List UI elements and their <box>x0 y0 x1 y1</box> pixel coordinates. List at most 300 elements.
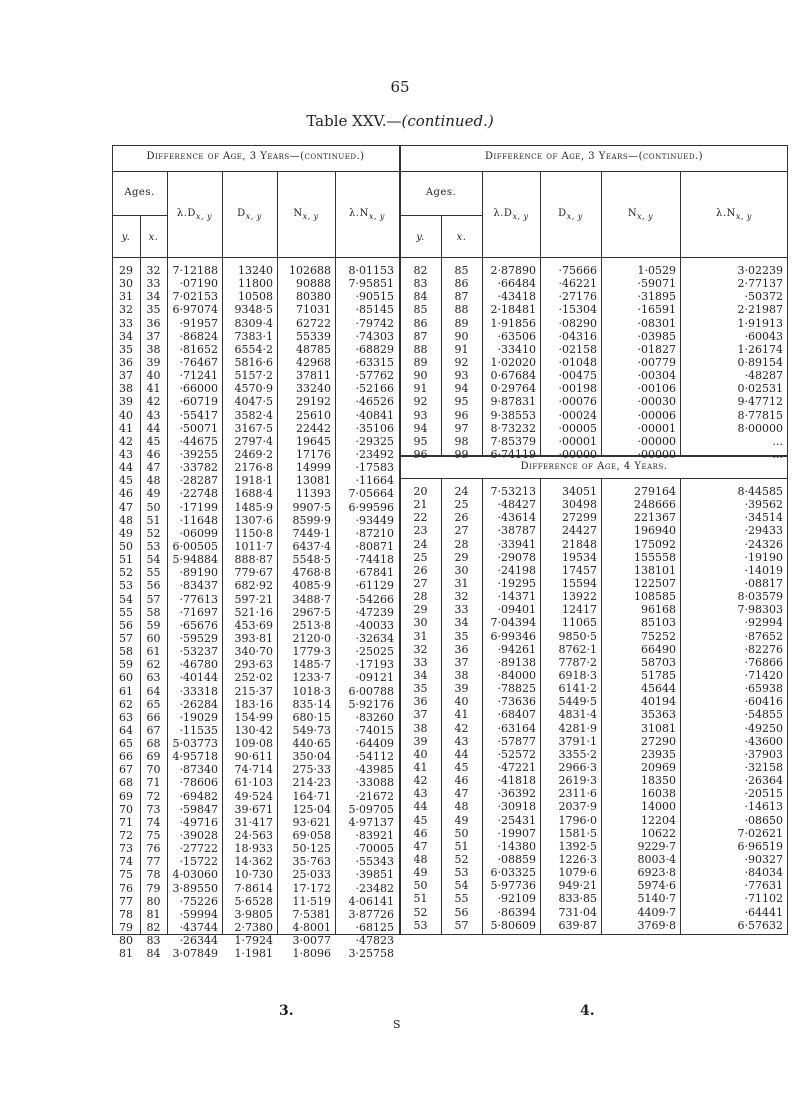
table-cell: 22 <box>413 511 428 525</box>
table-title <box>0 112 800 130</box>
table-cell: ·52572 <box>497 747 536 761</box>
table-cell: 36 <box>454 642 469 656</box>
table-cell: 66490 <box>641 642 676 656</box>
table-cell: 138101 <box>634 563 676 577</box>
table-cell: 88 <box>413 342 428 356</box>
table-cell: ·65676 <box>179 618 218 632</box>
table-cell: 56 <box>119 618 133 632</box>
table-cell: 93·621 <box>292 815 331 829</box>
left-col-d-sub: x, y <box>245 212 262 221</box>
table-cell: ·00030 <box>637 395 676 409</box>
left-col-n-header <box>277 208 335 221</box>
table-cell: 8·44585 <box>737 485 783 498</box>
table-cell: ·90327 <box>744 852 783 866</box>
table-cell: 71 <box>146 776 161 790</box>
table-cell: 7449·1 <box>292 526 331 540</box>
table-cell: 3488·7 <box>292 592 331 606</box>
table-cell: 85103 <box>641 616 676 630</box>
table-cell: 7·05664 <box>348 487 394 501</box>
section-rule-4yr-bottom <box>400 478 788 479</box>
table-cell: 76 <box>146 842 161 856</box>
table-cell: 3·02239 <box>737 264 783 277</box>
table-cell: ·24198 <box>497 563 536 577</box>
table-cell: 1796·0 <box>558 813 597 827</box>
table-cell: ·66484 <box>497 277 536 291</box>
table-cell: 74·714 <box>234 763 273 777</box>
table-cell: 85 <box>454 264 469 277</box>
table-cell: 3167·5 <box>234 421 273 435</box>
table-cell: 1307·6 <box>234 513 273 527</box>
table-cell: 80 <box>146 894 161 908</box>
table-cell: ·00000 <box>637 434 676 448</box>
right2-col-d <box>540 485 597 932</box>
table-cell: 39 <box>119 395 133 409</box>
table-cell: 29 <box>413 603 428 617</box>
left-col-n <box>277 264 331 960</box>
table-cell: ·14371 <box>497 590 536 604</box>
table-cell: 68 <box>146 737 161 751</box>
table-cell: ·73636 <box>497 695 536 709</box>
table-cell: ·77613 <box>179 592 218 606</box>
table-cell: 32 <box>413 642 428 656</box>
table-cell: 16038 <box>641 787 676 801</box>
table-cell: 1233·7 <box>292 671 331 685</box>
table-cell: 8309·4 <box>234 316 273 330</box>
table-cell: 175092 <box>634 537 676 551</box>
table-cell: 70 <box>119 802 133 816</box>
table-cell: 67 <box>119 763 133 777</box>
table-cell: 2·21987 <box>737 303 783 317</box>
table-cell: 8·73232 <box>490 421 536 435</box>
right-y-label: y. <box>416 232 425 243</box>
table-cell: ·23492 <box>355 447 394 461</box>
table-cell: ·36392 <box>497 787 536 801</box>
left-col-ld <box>167 264 218 960</box>
table-cell: 45 <box>413 813 428 827</box>
table-cell: ·03985 <box>637 329 676 343</box>
table-cell: 5449·5 <box>558 695 597 709</box>
table-cell: 53 <box>146 539 161 553</box>
table-cell: ·69482 <box>179 789 218 803</box>
table-cell: 55 <box>119 605 133 619</box>
table-cell: ·74015 <box>355 723 394 737</box>
table-cell: ·43744 <box>179 921 218 935</box>
table-cell: ·50071 <box>179 421 218 435</box>
table-cell: 48 <box>454 800 469 814</box>
table-cell: 7·04394 <box>490 616 536 630</box>
table-cell: 90 <box>454 329 469 343</box>
table-cell: 38 <box>119 382 133 396</box>
right-col-y <box>400 264 441 461</box>
table-cell: 56 <box>454 905 469 919</box>
table-cell: 7·53213 <box>490 485 536 498</box>
table-cell: ·79742 <box>355 316 394 330</box>
table-cell: ·29433 <box>744 524 783 538</box>
table-cell: 5157·2 <box>234 369 273 383</box>
table-cell: ·07190 <box>179 277 218 291</box>
table-cell: 86 <box>454 277 469 291</box>
table-cell: 31081 <box>641 721 676 735</box>
table-cell: 94 <box>413 421 428 435</box>
table-cell: 40 <box>119 408 133 422</box>
table-cell: ·53237 <box>179 645 218 659</box>
table-cell: 92 <box>413 395 428 409</box>
right2-col-x <box>441 485 482 932</box>
table-cell: 13081 <box>296 474 331 488</box>
table-cell: 7383·1 <box>234 329 273 343</box>
table-cell: 5·80609 <box>490 918 536 932</box>
table-cell: 2120·0 <box>292 631 331 645</box>
table-cell: 4085·9 <box>292 579 331 593</box>
table-cell: 50 <box>454 826 469 840</box>
table-cell: 55 <box>454 892 469 906</box>
table-cell: 52 <box>413 905 428 919</box>
table-cell: 50·125 <box>292 842 331 856</box>
table-cell: 8·03579 <box>737 590 783 604</box>
table-cell: 1·7924 <box>234 934 273 948</box>
table-cell: 50 <box>413 879 428 893</box>
table-cell: 25·033 <box>292 868 331 882</box>
table-cell: 47 <box>119 500 133 514</box>
table-cell: ·15304 <box>558 303 597 317</box>
table-cell: 10·730 <box>234 868 273 882</box>
table-cell: 14999 <box>296 461 331 475</box>
left-col-ld-sub: x, y <box>195 212 213 221</box>
table-cell: ·00779 <box>637 355 676 369</box>
table-cell: 7·85379 <box>490 434 536 448</box>
table-cell: ... <box>772 447 783 461</box>
table-cell: 779·67 <box>234 566 273 580</box>
table-cell: 108585 <box>634 590 676 604</box>
table-cell: 61 <box>119 684 133 698</box>
table-cell: 4047·5 <box>234 395 273 409</box>
table-cell: ·67841 <box>355 566 394 580</box>
table-cell: 78 <box>119 907 133 921</box>
table-cell: 164·71 <box>292 789 331 803</box>
table-cell: 350·04 <box>292 750 331 764</box>
left-section-header: Difference of Age, 3 Years—(continued.) <box>146 151 365 162</box>
table-cell: 14000 <box>641 800 676 814</box>
table-cell: 97 <box>454 421 469 435</box>
table-cell: 3·0077 <box>292 934 331 948</box>
table-cell: ·46526 <box>355 395 394 409</box>
table-cell: ·38787 <box>497 524 536 538</box>
table-cell: 68 <box>119 776 133 790</box>
table-cell: 214·23 <box>292 776 331 790</box>
right-col-n-header <box>601 208 680 221</box>
table-cell: 13922 <box>562 590 597 604</box>
table-cell: ·40841 <box>355 408 394 422</box>
right-col-ln-header <box>680 208 788 221</box>
table-cell: 57 <box>146 592 161 606</box>
table-cell: 77 <box>146 855 161 869</box>
table-cell: 5140·7 <box>637 892 676 906</box>
table-cell: ·64409 <box>355 737 394 751</box>
left-col-ln-sub: x, y <box>368 212 385 221</box>
table-cell: ·19907 <box>497 826 536 840</box>
table-cell: 521·16 <box>234 605 273 619</box>
table-cell: ·27176 <box>558 290 597 304</box>
table-cell: 53 <box>413 918 428 932</box>
table-cell: 20 <box>413 485 428 498</box>
table-cell: 78 <box>146 868 161 882</box>
table-cell: 42 <box>146 395 161 409</box>
table-cell: 44 <box>413 800 428 814</box>
table-cell: ·55417 <box>179 408 218 422</box>
table-cell: 82 <box>146 921 161 935</box>
table-cell: 11065 <box>562 616 597 630</box>
table-cell: 8·01153 <box>348 264 394 277</box>
table-cell: 49 <box>413 866 428 880</box>
table-cell: ·76467 <box>179 355 218 369</box>
table-cell: 27 <box>454 524 469 538</box>
table-cell: ·17193 <box>355 658 394 672</box>
left-col-ln-label: λ.N <box>349 208 369 219</box>
table-cell: ·80871 <box>355 539 394 553</box>
table-cell: 2311·6 <box>558 787 597 801</box>
table-cell: ·87210 <box>355 526 394 540</box>
table-cell: ·00005 <box>558 421 597 435</box>
left-x-label: x. <box>148 232 159 243</box>
table-cell: 42 <box>413 774 428 788</box>
table-cell: 31 <box>413 629 428 643</box>
table-cell: ·59847 <box>179 802 218 816</box>
table-cell: ·71241 <box>179 369 218 383</box>
table-cell: 55339 <box>296 329 331 343</box>
table-cell: ·71697 <box>179 605 218 619</box>
table-cell: 36 <box>413 695 428 709</box>
table-cell: ·20515 <box>744 787 783 801</box>
table-cell: 4281·9 <box>558 721 597 735</box>
table-cell: ·25431 <box>497 813 536 827</box>
table-cell: 27 <box>413 576 428 590</box>
table-cell: 45 <box>146 434 161 448</box>
table-cell: 4·8001 <box>292 921 331 935</box>
table-cell: 833·85 <box>558 892 597 906</box>
table-cell: 6554·2 <box>234 342 273 356</box>
table-cell: 48785 <box>296 342 331 356</box>
table-cell: 3769·8 <box>637 918 676 932</box>
table-cell: 34 <box>454 616 469 630</box>
table-cell: 3·25758 <box>348 947 394 961</box>
table-cell: 34 <box>119 329 133 343</box>
table-cell: ·59071 <box>637 277 676 291</box>
table-cell: 50 <box>146 500 161 514</box>
table-cell: 12204 <box>641 813 676 827</box>
table-cell: 0·29764 <box>490 382 536 396</box>
table-title-continued: (continued.) <box>401 112 494 130</box>
table-cell: 6·03325 <box>490 866 536 880</box>
table-cell: 90 <box>413 369 428 383</box>
table-cell: 62722 <box>296 316 331 330</box>
table-cell: 25610 <box>296 408 331 422</box>
table-cell: ·83921 <box>355 829 394 843</box>
table-cell: ·86394 <box>497 905 536 919</box>
table-cell: ·11535 <box>179 723 218 737</box>
table-cell: ·54855 <box>744 708 783 722</box>
table-cell: ·93449 <box>355 513 394 527</box>
table-cell: ·00198 <box>558 382 597 396</box>
table-cell: 125·04 <box>292 802 331 816</box>
table-cell: 41 <box>413 760 428 774</box>
table-cell: 1·26174 <box>737 342 783 356</box>
right-col-ln-label: λ.N <box>716 208 736 219</box>
table-cell: 41 <box>146 382 161 396</box>
table-cell: ·60719 <box>179 395 218 409</box>
table-cell: 2·77137 <box>737 277 783 291</box>
table-cell: 22442 <box>296 421 331 435</box>
table-cell: 1·1981 <box>234 947 273 961</box>
table-cell: 682·92 <box>234 579 273 593</box>
table-cell: ·33410 <box>497 342 536 356</box>
table-cell: 0·67684 <box>490 369 536 383</box>
left-col-n-sub: x, y <box>302 212 319 221</box>
right2-col-y <box>400 485 441 932</box>
table-cell: 52 <box>146 526 161 540</box>
right-col-ln <box>680 264 783 461</box>
table-cell: 18·933 <box>234 842 273 856</box>
table-cell: 25 <box>454 498 469 512</box>
table-cell: 2037·9 <box>558 800 597 814</box>
table-cell: 6·96519 <box>737 839 783 853</box>
table-cell: 18350 <box>641 774 676 788</box>
table-cell: ·39028 <box>179 829 218 843</box>
four-year-section-header: Difference of Age, 4 Years. <box>520 461 668 472</box>
table-cell: 4409·7 <box>637 905 676 919</box>
table-cell: 61 <box>146 645 161 659</box>
table-cell: ·34514 <box>744 511 783 525</box>
table-cell: ·49716 <box>179 815 218 829</box>
table-cell: 14·362 <box>234 855 273 869</box>
table-cell: ·87652 <box>744 629 783 643</box>
table-cell: 41 <box>119 421 133 435</box>
table-cell: 69 <box>119 789 133 803</box>
table-cell: ·49250 <box>744 721 783 735</box>
table-cell: 73 <box>146 802 161 816</box>
table-cell: 29 <box>119 264 133 277</box>
table-cell: ·83437 <box>179 579 218 593</box>
table-cell: 43 <box>146 408 161 422</box>
table-cell: ·52166 <box>355 382 394 396</box>
table-cell: ·61129 <box>355 579 394 593</box>
table-cell: 39 <box>454 682 469 696</box>
right-ages-label: Ages. <box>425 187 457 198</box>
table-cell: ·68829 <box>355 342 394 356</box>
table-cell: 90·611 <box>234 750 273 764</box>
table-cell: 71 <box>119 815 133 829</box>
table-cell: ·43985 <box>355 763 394 777</box>
table-cell: ·24326 <box>744 537 783 551</box>
table-cell: 24·563 <box>234 829 273 843</box>
right-col-n-label: N <box>627 208 638 219</box>
table-cell: 23935 <box>641 747 676 761</box>
table-cell: 94 <box>454 382 469 396</box>
table-cell: 38 <box>454 668 469 682</box>
table-cell: 1779·3 <box>292 645 331 659</box>
table-cell: ·16591 <box>637 303 676 317</box>
table-cell: ·63164 <box>497 721 536 735</box>
table-cell: 8003·4 <box>637 852 676 866</box>
left-col-x <box>140 264 167 960</box>
table-cell: 7·8614 <box>234 881 273 895</box>
table-cell: 35363 <box>641 708 676 722</box>
table-cell: 84 <box>146 947 161 961</box>
table-cell: 57 <box>119 631 133 645</box>
table-cell: 79 <box>119 921 133 935</box>
table-cell: 2513·8 <box>292 618 331 632</box>
table-cell: ·84034 <box>744 866 783 880</box>
table-cell: 2176·8 <box>234 461 273 475</box>
table-cell: 35 <box>454 629 469 643</box>
table-cell: 87 <box>413 329 428 343</box>
left-col-ln-header <box>335 208 399 221</box>
table-cell: 1018·3 <box>292 684 331 698</box>
table-cell: 37 <box>454 655 469 669</box>
right2-col-ln <box>680 485 783 932</box>
table-cell: 52 <box>119 566 133 580</box>
table-cell: 6923·8 <box>637 866 676 880</box>
table-cell: 35 <box>119 342 133 356</box>
table-cell: 93 <box>413 408 428 422</box>
table-cell: ·77631 <box>744 879 783 893</box>
table-cell: ·76866 <box>744 655 783 669</box>
table-cell: 21848 <box>562 537 597 551</box>
right-col-d-label: D <box>558 208 567 219</box>
table-cell: 1688·4 <box>234 487 273 501</box>
table-cell: ·06099 <box>179 526 218 540</box>
table-cell: 5·94884 <box>172 553 218 567</box>
table-cell: 3·07849 <box>172 947 218 961</box>
table-cell: 4·97137 <box>348 815 394 829</box>
table-cell: 10622 <box>641 826 676 840</box>
left-ages-label: Ages. <box>124 187 155 198</box>
table-cell: ·44675 <box>179 434 218 448</box>
table-cell: ·92109 <box>497 892 536 906</box>
table-cell: 10508 <box>238 290 273 304</box>
table-cell: 26 <box>413 563 428 577</box>
table-cell: 0·02531 <box>737 382 783 396</box>
header-rule-bottom <box>112 257 788 258</box>
table-cell: 63 <box>119 710 133 724</box>
table-cell: 2967·5 <box>292 605 331 619</box>
table-cell: 3·89550 <box>172 881 218 895</box>
table-cell: ·01827 <box>637 342 676 356</box>
table-cell: ·40033 <box>355 618 394 632</box>
table-cell: 34051 <box>562 485 597 498</box>
table-cell: 34 <box>413 668 428 682</box>
table-cell: 34 <box>146 290 161 304</box>
table-cell: ·91957 <box>179 316 218 330</box>
table-cell: 96 <box>413 447 428 461</box>
table-cell: 2·18481 <box>490 303 536 317</box>
table-cell: 9907·5 <box>292 500 331 514</box>
table-cell: ·22748 <box>179 487 218 501</box>
table-cell: 81 <box>119 947 133 961</box>
table-cell: 51 <box>146 513 161 527</box>
table-cell: 58 <box>146 605 161 619</box>
table-cell: 6·00788 <box>348 684 394 698</box>
table-cell: ·57762 <box>355 369 394 383</box>
table-cell: 39·671 <box>234 802 273 816</box>
table-cell: 59 <box>119 658 133 672</box>
table-cell: 64 <box>119 723 133 737</box>
table-cell: ·00001 <box>637 421 676 435</box>
table-cell: 38 <box>413 721 428 735</box>
table-cell: 89 <box>413 355 428 369</box>
table-cell: ·46221 <box>558 277 597 291</box>
table-cell: 46 <box>413 826 428 840</box>
table-cell: 46 <box>454 774 469 788</box>
